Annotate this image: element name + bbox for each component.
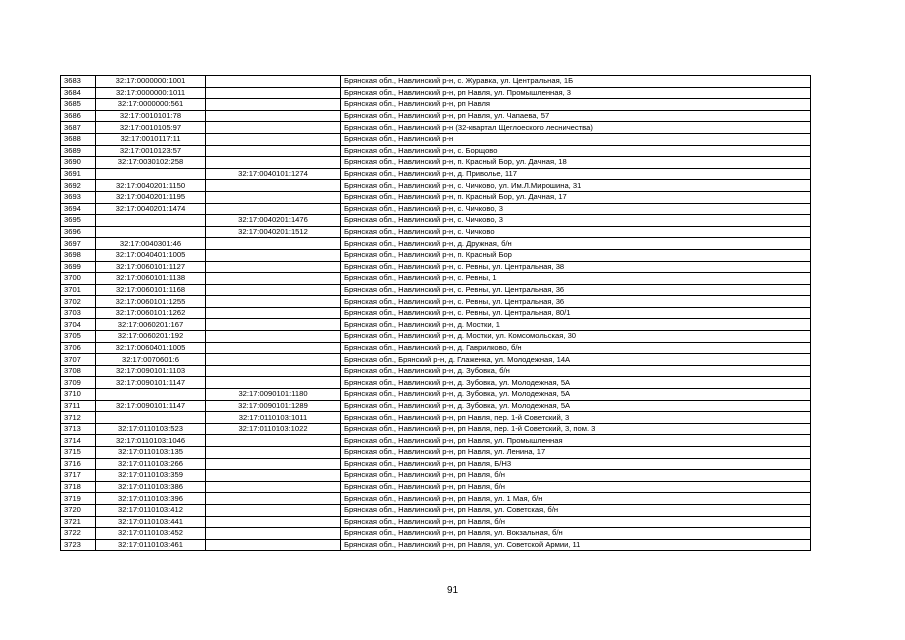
row-number-cell: 3712 — [61, 412, 96, 424]
linked-cadastral-number-cell: 32:17:0090101:1180 — [206, 389, 341, 401]
row-number-cell: 3722 — [61, 528, 96, 540]
row-number-cell: 3705 — [61, 331, 96, 343]
table-row — [61, 261, 811, 273]
row-number-cell: 3686 — [61, 110, 96, 122]
table-row — [61, 157, 811, 169]
cadastral-number-cell: 32:17:0060101:1255 — [96, 296, 206, 308]
cadastral-number-cell: 32:17:0110103:135 — [96, 447, 206, 459]
cadastral-number-cell — [96, 412, 206, 424]
cadastral-number-cell: 32:17:0110103:452 — [96, 528, 206, 540]
address-cell: Брянская обл., Навлинский р-н, рп Навля — [341, 99, 811, 111]
linked-cadastral-number-cell — [206, 145, 341, 157]
cadastral-number-cell: 32:17:0040201:1474 — [96, 203, 206, 215]
row-number-cell: 3721 — [61, 516, 96, 528]
cadastral-number-cell: 32:17:0060201:167 — [96, 319, 206, 331]
address-cell: Брянская обл., Навлинский р-н, д. Приволье, 117 — [341, 168, 811, 180]
row-number-cell: 3717 — [61, 470, 96, 482]
cadastral-number-cell: 32:17:0110103:386 — [96, 481, 206, 493]
table-row — [61, 191, 811, 203]
table-row — [61, 365, 811, 377]
cadastral-number-cell — [96, 389, 206, 401]
cadastral-number-cell: 32:17:0010117:11 — [96, 133, 206, 145]
cadastral-number-cell: 32:17:0040201:1195 — [96, 191, 206, 203]
address-cell: Брянская обл., Навлинский р-н, с. Журавка, ул. Центральная, 1Б — [341, 76, 811, 88]
address-cell: Брянская обл., Навлинский р-н, д. Зубовка, б/н — [341, 365, 811, 377]
row-number-cell: 3710 — [61, 389, 96, 401]
table-row — [61, 389, 811, 401]
table-row — [61, 168, 811, 180]
address-cell: Брянская обл., Навлинский р-н, п. Красный Бор — [341, 249, 811, 261]
table-row — [61, 273, 811, 285]
cadastral-number-cell: 32:17:0070601:6 — [96, 354, 206, 366]
cadastral-number-cell: 32:17:0110103:396 — [96, 493, 206, 505]
row-number-cell: 3684 — [61, 87, 96, 99]
row-number-cell: 3700 — [61, 273, 96, 285]
linked-cadastral-number-cell: 32:17:0040201:1512 — [206, 226, 341, 238]
address-cell: Брянская обл., Навлинский р-н, рп Навля, ул. Советская, б/н — [341, 504, 811, 516]
cadastral-number-cell: 32:17:0010101:78 — [96, 110, 206, 122]
row-number-cell: 3697 — [61, 238, 96, 250]
cadastral-number-cell: 32:17:0110103:412 — [96, 504, 206, 516]
linked-cadastral-number-cell — [206, 296, 341, 308]
table-row — [61, 516, 811, 528]
linked-cadastral-number-cell — [206, 203, 341, 215]
linked-cadastral-number-cell — [206, 87, 341, 99]
row-number-cell: 3695 — [61, 215, 96, 227]
cadastral-number-cell: 32:17:0040201:1150 — [96, 180, 206, 192]
row-number-cell: 3701 — [61, 284, 96, 296]
linked-cadastral-number-cell — [206, 319, 341, 331]
address-cell: Брянская обл., Навлинский р-н, д. Зубовка, ул. Молодежная, 5А — [341, 400, 811, 412]
cadastral-number-cell: 32:17:0090101:1147 — [96, 377, 206, 389]
table-row — [61, 87, 811, 99]
row-number-cell: 3685 — [61, 99, 96, 111]
cadastral-number-cell: 32:17:0000000:1001 — [96, 76, 206, 88]
address-cell: Брянская обл., Навлинский р-н, рп Навля, пер. 1-й Советский, 3, пом. 3 — [341, 423, 811, 435]
linked-cadastral-number-cell — [206, 180, 341, 192]
row-number-cell: 3714 — [61, 435, 96, 447]
address-cell: Брянская обл., Брянский р-н, д. Глаженка, ул. Молодежная, 14А — [341, 354, 811, 366]
linked-cadastral-number-cell — [206, 493, 341, 505]
row-number-cell: 3693 — [61, 191, 96, 203]
address-cell: Брянская обл., Навлинский р-н (32-квартал Щеглоеского лесничества) — [341, 122, 811, 134]
linked-cadastral-number-cell — [206, 273, 341, 285]
table-row — [61, 249, 811, 261]
cadastral-number-cell: 32:17:0060101:1138 — [96, 273, 206, 285]
address-cell: Брянская обл., Навлинский р-н, рп Навля, ул. Ленина, 17 — [341, 447, 811, 459]
cadastral-number-cell: 32:17:0090101:1103 — [96, 365, 206, 377]
table-row — [61, 435, 811, 447]
address-cell: Брянская обл., Навлинский р-н, д. Зубовка, ул. Молодежная, 5А — [341, 377, 811, 389]
row-number-cell: 3683 — [61, 76, 96, 88]
address-cell: Брянская обл., Навлинский р-н, с. Ревны, ул. Центральная, 36 — [341, 284, 811, 296]
table-row — [61, 99, 811, 111]
address-cell: Брянская обл., Навлинский р-н, п. Красный Бор, ул. Дачная, 17 — [341, 191, 811, 203]
cadastral-number-cell: 32:17:0090101:1147 — [96, 400, 206, 412]
row-number-cell: 3704 — [61, 319, 96, 331]
table-row — [61, 423, 811, 435]
cadastral-number-cell: 32:17:0000000:1011 — [96, 87, 206, 99]
linked-cadastral-number-cell — [206, 365, 341, 377]
row-number-cell: 3703 — [61, 307, 96, 319]
linked-cadastral-number-cell — [206, 249, 341, 261]
address-cell: Брянская обл., Навлинский р-н, рп Навля, Б/Н3 — [341, 458, 811, 470]
table-row — [61, 493, 811, 505]
address-cell: Брянская обл., Навлинский р-н, рп Навля, ул. Промышленная — [341, 435, 811, 447]
linked-cadastral-number-cell — [206, 261, 341, 273]
cadastral-number-cell: 32:17:0010123:57 — [96, 145, 206, 157]
property-registry-table — [60, 75, 811, 551]
linked-cadastral-number-cell — [206, 157, 341, 169]
address-cell: Брянская обл., Навлинский р-н, с. Ревны, ул. Центральная, 80/1 — [341, 307, 811, 319]
table-row — [61, 412, 811, 424]
cadastral-number-cell — [96, 168, 206, 180]
table-row — [61, 203, 811, 215]
table-row — [61, 110, 811, 122]
linked-cadastral-number-cell — [206, 481, 341, 493]
cadastral-number-cell: 32:17:0110103:359 — [96, 470, 206, 482]
table-row — [61, 342, 811, 354]
address-cell: Брянская обл., Навлинский р-н, д. Мостки, 1 — [341, 319, 811, 331]
table-row — [61, 319, 811, 331]
row-number-cell: 3715 — [61, 447, 96, 459]
address-cell: Брянская обл., Навлинский р-н, рп Навля, ул. Вокзальная, б/н — [341, 528, 811, 540]
table-row — [61, 539, 811, 551]
address-cell: Брянская обл., Навлинский р-н, д. Зубовка, ул. Молодежная, 5А — [341, 389, 811, 401]
table-row — [61, 122, 811, 134]
table-row — [61, 180, 811, 192]
linked-cadastral-number-cell — [206, 133, 341, 145]
address-cell: Брянская обл., Навлинский р-н, рп Навля, ул. 1 Мая, б/н — [341, 493, 811, 505]
table-row — [61, 447, 811, 459]
address-cell: Брянская обл., Навлинский р-н, рп Навля, ул. Советской Армии, 11 — [341, 539, 811, 551]
linked-cadastral-number-cell — [206, 76, 341, 88]
cadastral-number-cell: 32:17:0060401:1005 — [96, 342, 206, 354]
address-cell: Брянская обл., Навлинский р-н, рп Навля, ул. Чапаева, 57 — [341, 110, 811, 122]
linked-cadastral-number-cell: 32:17:0110103:1022 — [206, 423, 341, 435]
address-cell: Брянская обл., Навлинский р-н — [341, 133, 811, 145]
address-cell: Брянская обл., Навлинский р-н, с. Ревны, 1 — [341, 273, 811, 285]
address-cell: Брянская обл., Навлинский р-н, с. Чичково, ул. Им.Л.Мирошина, 31 — [341, 180, 811, 192]
linked-cadastral-number-cell — [206, 284, 341, 296]
row-number-cell: 3702 — [61, 296, 96, 308]
row-number-cell: 3694 — [61, 203, 96, 215]
row-number-cell: 3690 — [61, 157, 96, 169]
linked-cadastral-number-cell — [206, 110, 341, 122]
row-number-cell: 3708 — [61, 365, 96, 377]
row-number-cell: 3711 — [61, 400, 96, 412]
address-cell: Брянская обл., Навлинский р-н, с. Чичково, 3 — [341, 203, 811, 215]
linked-cadastral-number-cell — [206, 191, 341, 203]
cadastral-number-cell: 32:17:0110103:461 — [96, 539, 206, 551]
linked-cadastral-number-cell: 32:17:0110103:1011 — [206, 412, 341, 424]
table-row — [61, 226, 811, 238]
table-row — [61, 238, 811, 250]
address-cell: Брянская обл., Навлинский р-н, с. Ревны, ул. Центральная, 36 — [341, 296, 811, 308]
linked-cadastral-number-cell — [206, 447, 341, 459]
row-number-cell: 3699 — [61, 261, 96, 273]
row-number-cell: 3692 — [61, 180, 96, 192]
table-row — [61, 331, 811, 343]
linked-cadastral-number-cell — [206, 377, 341, 389]
table-row — [61, 133, 811, 145]
cadastral-number-cell — [96, 226, 206, 238]
table-row — [61, 354, 811, 366]
row-number-cell: 3689 — [61, 145, 96, 157]
linked-cadastral-number-cell — [206, 470, 341, 482]
linked-cadastral-number-cell — [206, 122, 341, 134]
address-cell: Брянская обл., Навлинский р-н, рп Навля, б/н — [341, 470, 811, 482]
table-row — [61, 481, 811, 493]
table-row — [61, 296, 811, 308]
address-cell: Брянская обл., Навлинский р-н, с. Борщово — [341, 145, 811, 157]
linked-cadastral-number-cell: 32:17:0090101:1289 — [206, 400, 341, 412]
address-cell: Брянская обл., Навлинский р-н, рп Навля, б/н — [341, 481, 811, 493]
table-row — [61, 145, 811, 157]
table-row — [61, 377, 811, 389]
cadastral-number-cell: 32:17:0060101:1262 — [96, 307, 206, 319]
row-number-cell: 3691 — [61, 168, 96, 180]
row-number-cell: 3696 — [61, 226, 96, 238]
cadastral-number-cell: 32:17:0110103:441 — [96, 516, 206, 528]
address-cell: Брянская обл., Навлинский р-н, п. Красный Бор, ул. Дачная, 18 — [341, 157, 811, 169]
cadastral-number-cell: 32:17:0060101:1168 — [96, 284, 206, 296]
table-row — [61, 528, 811, 540]
row-number-cell: 3719 — [61, 493, 96, 505]
address-cell: Брянская обл., Навлинский р-н, рп Навля, пер. 1-й Советский, 3 — [341, 412, 811, 424]
row-number-cell: 3713 — [61, 423, 96, 435]
address-cell: Брянская обл., Навлинский р-н, д. Мостки, ул. Комсомольская, 30 — [341, 331, 811, 343]
address-cell: Брянская обл., Навлинский р-н, с. Ревны, ул. Центральная, 38 — [341, 261, 811, 273]
linked-cadastral-number-cell — [206, 99, 341, 111]
address-cell: Брянская обл., Навлинский р-н, д. Гаврилково, б/н — [341, 342, 811, 354]
linked-cadastral-number-cell — [206, 539, 341, 551]
row-number-cell: 3723 — [61, 539, 96, 551]
row-number-cell: 3707 — [61, 354, 96, 366]
linked-cadastral-number-cell — [206, 435, 341, 447]
row-number-cell: 3687 — [61, 122, 96, 134]
cadastral-number-cell: 32:17:0030102:258 — [96, 157, 206, 169]
address-cell: Брянская обл., Навлинский р-н, с. Чичково, 3 — [341, 215, 811, 227]
table-row — [61, 307, 811, 319]
cadastral-number-cell — [96, 215, 206, 227]
linked-cadastral-number-cell — [206, 342, 341, 354]
cadastral-number-cell: 32:17:0040401:1005 — [96, 249, 206, 261]
linked-cadastral-number-cell — [206, 528, 341, 540]
cadastral-number-cell: 32:17:0010105:97 — [96, 122, 206, 134]
row-number-cell: 3688 — [61, 133, 96, 145]
linked-cadastral-number-cell — [206, 458, 341, 470]
row-number-cell: 3718 — [61, 481, 96, 493]
table-row — [61, 284, 811, 296]
cadastral-number-cell: 32:17:0110103:523 — [96, 423, 206, 435]
linked-cadastral-number-cell — [206, 354, 341, 366]
cadastral-number-cell: 32:17:0060201:192 — [96, 331, 206, 343]
address-cell: Брянская обл., Навлинский р-н, рп Навля, б/н — [341, 516, 811, 528]
linked-cadastral-number-cell: 32:17:0040201:1476 — [206, 215, 341, 227]
linked-cadastral-number-cell — [206, 504, 341, 516]
table-row — [61, 215, 811, 227]
cadastral-number-cell: 32:17:0110103:1046 — [96, 435, 206, 447]
cadastral-number-cell: 32:17:0000000:561 — [96, 99, 206, 111]
row-number-cell: 3716 — [61, 458, 96, 470]
table-row — [61, 470, 811, 482]
table-row — [61, 400, 811, 412]
registry-table-body — [61, 76, 811, 551]
table-row — [61, 504, 811, 516]
address-cell: Брянская обл., Навлинский р-н, с. Чичково — [341, 226, 811, 238]
row-number-cell: 3709 — [61, 377, 96, 389]
linked-cadastral-number-cell — [206, 331, 341, 343]
linked-cadastral-number-cell — [206, 238, 341, 250]
cadastral-number-cell: 32:17:0040301:46 — [96, 238, 206, 250]
page-number: 91 — [446, 585, 459, 596]
row-number-cell: 3706 — [61, 342, 96, 354]
address-cell: Брянская обл., Навлинский р-н, рп Навля, ул. Промышленная, 3 — [341, 87, 811, 99]
cadastral-number-cell: 32:17:0110103:266 — [96, 458, 206, 470]
linked-cadastral-number-cell — [206, 516, 341, 528]
address-cell: Брянская обл., Навлинский р-н, д. Дружная, б/н — [341, 238, 811, 250]
table-row — [61, 76, 811, 88]
linked-cadastral-number-cell: 32:17:0040101:1274 — [206, 168, 341, 180]
cadastral-number-cell: 32:17:0060101:1127 — [96, 261, 206, 273]
row-number-cell: 3698 — [61, 249, 96, 261]
table-row — [61, 458, 811, 470]
row-number-cell: 3720 — [61, 504, 96, 516]
linked-cadastral-number-cell — [206, 307, 341, 319]
